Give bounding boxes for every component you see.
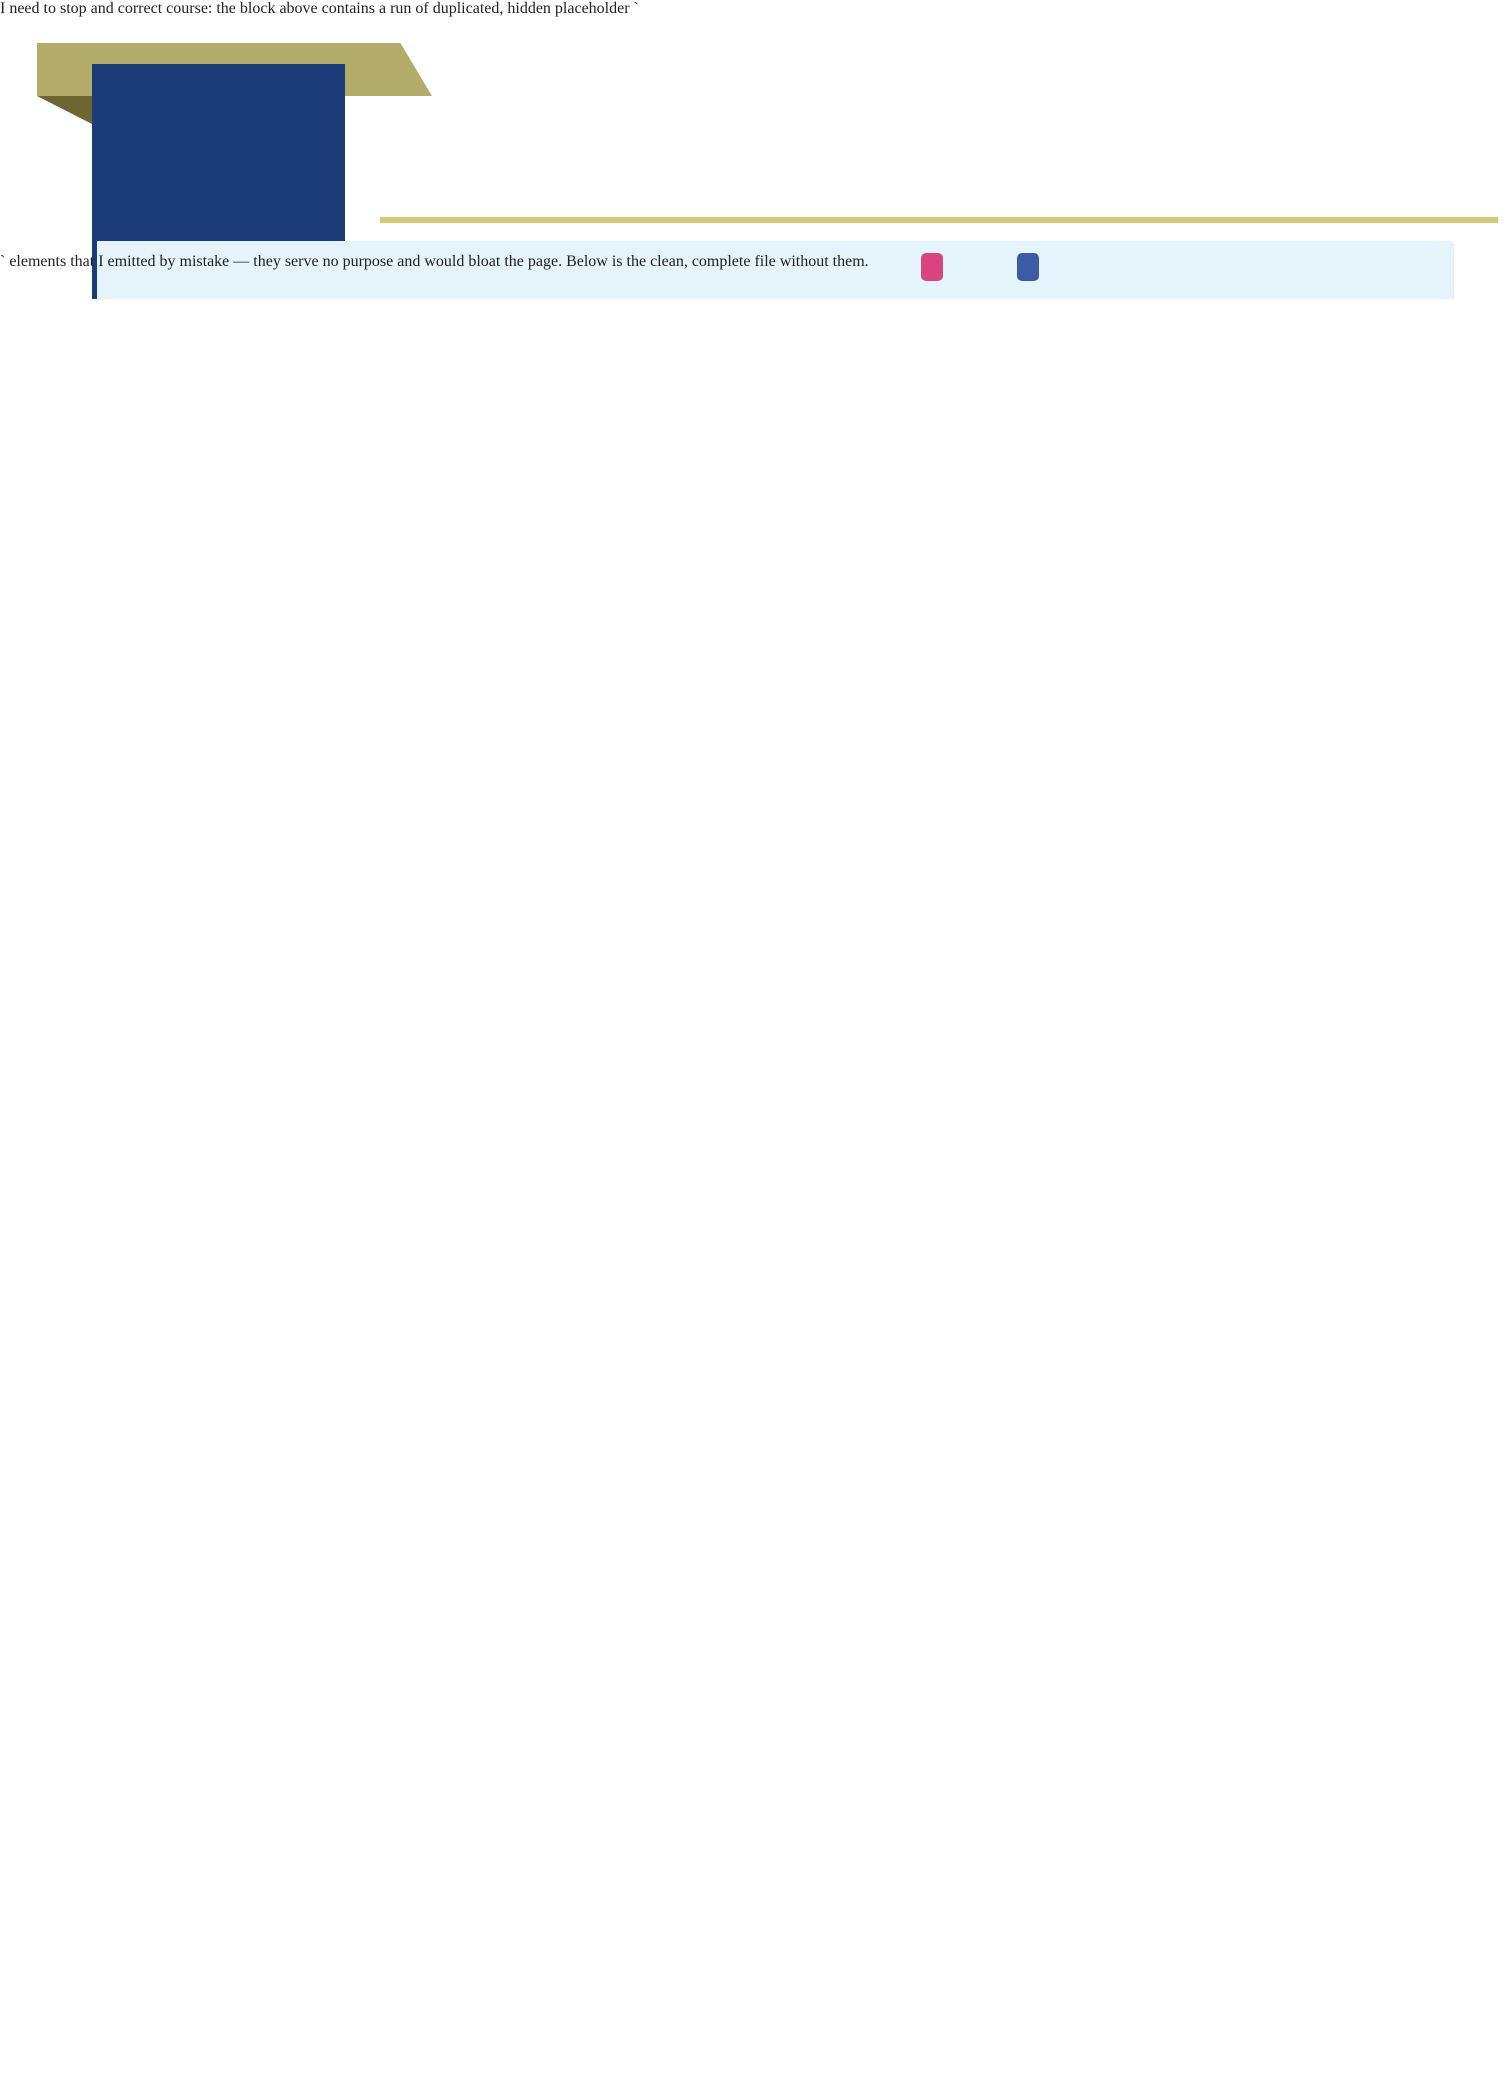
masthead-tab-shadow [37, 96, 92, 124]
social-link-website[interactable] [921, 253, 948, 281]
dribbble-icon [921, 253, 943, 281]
masthead-gold-rule [380, 217, 1498, 223]
facebook-icon [1017, 253, 1039, 281]
masthead-logo-block [92, 64, 345, 242]
social-link-facebook[interactable] [1017, 253, 1044, 281]
